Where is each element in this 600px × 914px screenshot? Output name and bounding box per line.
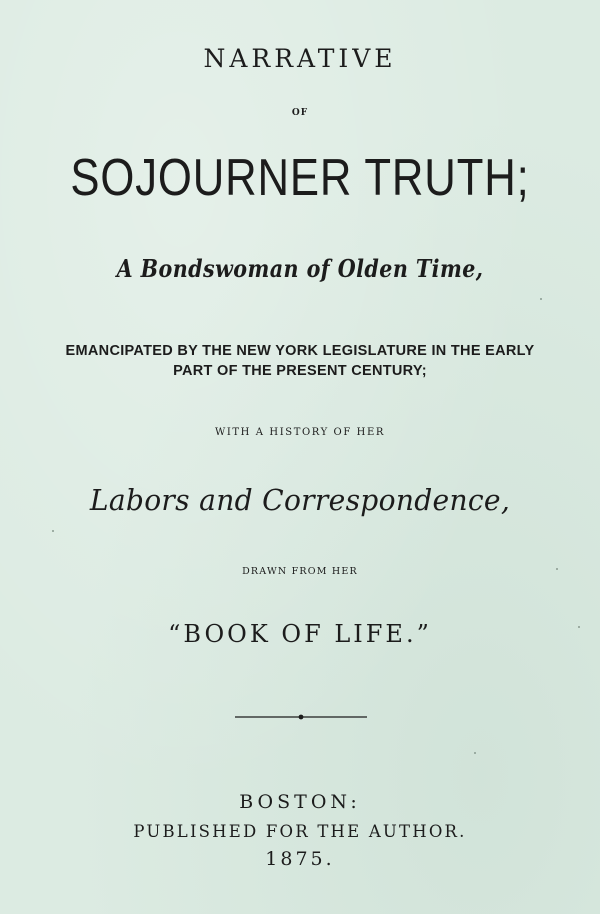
of-connector: OF xyxy=(291,108,309,118)
book-of-life: “BOOK OF LIFE.” xyxy=(168,620,432,648)
narrative-heading: NARRATIVE xyxy=(203,44,397,73)
labors-correspondence: Labors and Correspondence, xyxy=(89,483,511,517)
book-title: SOJOURNER TRUTH; xyxy=(70,149,530,207)
imprint-city: BOSTON: xyxy=(239,791,361,813)
paper-speck xyxy=(474,752,476,754)
paper-speck xyxy=(578,626,580,628)
history-line: WITH A HISTORY OF HER xyxy=(214,427,386,438)
drawn-from-line: DRAWN FROM HER xyxy=(242,566,358,577)
ornamental-rule xyxy=(235,707,367,727)
imprint-publisher: PUBLISHED FOR THE AUTHOR. xyxy=(133,822,467,841)
subtitle-blackletter: A Bondswoman of Olden Time, xyxy=(116,254,484,283)
emancipated-line-2: PART OF THE PRESENT CENTURY; xyxy=(173,363,427,379)
paper-speck xyxy=(556,568,558,570)
imprint-year: 1875. xyxy=(265,848,335,870)
paper-speck xyxy=(52,530,54,532)
paper-speck xyxy=(540,298,542,300)
emancipated-line-1: EMANCIPATED BY THE NEW YORK LEGISLATURE IN THE EARLY xyxy=(65,343,535,359)
